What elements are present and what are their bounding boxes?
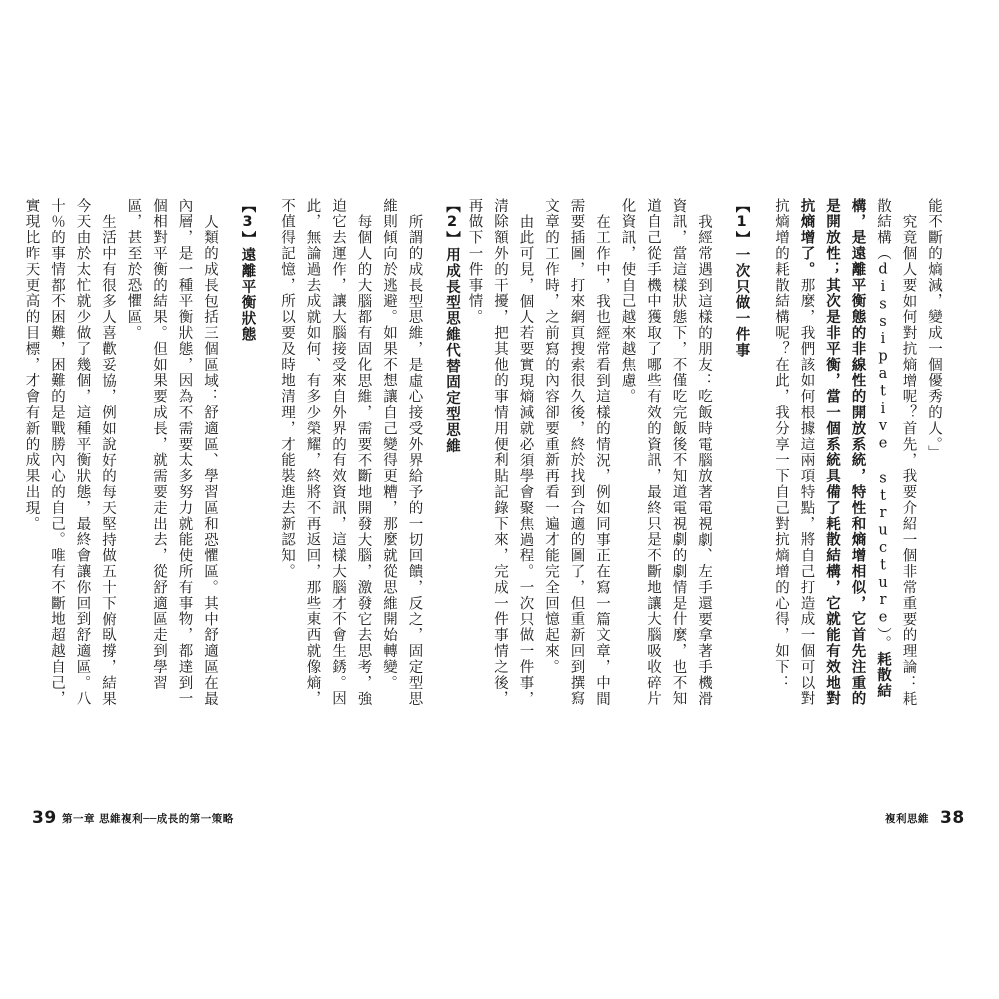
paragraph: 每個人的大腦都有固化思維，需要不斷地開發大腦，激發它去思考，強迫它去運作，讓大腦接受來自外界的有效資訊，這樣大腦才不會生銹。因此，無論過去成就如何、有多少榮耀，終將不再返回，那些東西就像熵，不值得記憶，所以要及時地清理，才能裝進去新認知。 <box>279 198 372 707</box>
paragraph: 生活中有很多人喜歡妥協，例如說好的每天堅持做五十下俯臥撐，結果今天由於太忙就少做了幾個，這種平衡狀態，最終會讓你回到舒適區。八十％的事情都不困難，困難的是戰勝內心的自己。唯有不斷地超越自己，實現比昨天更高的目標，才會有新的成果出現。 <box>23 198 116 707</box>
page-number-right: 38 <box>940 808 965 828</box>
section-heading: 【3】遠離平衡狀態 <box>239 198 256 343</box>
section-heading: 【2】用成長型思維代替固定型思維 <box>444 198 460 454</box>
bold-text-span: 耗散結構，是遠離平衡態的非線性的開放系統，特性和熵增相似，它首先注重的是開放性；其次是非平衡，當一個系統具備了耗散結構，它就能有效地對抗熵增了。 <box>798 198 891 707</box>
page-number-left: 39 <box>32 808 57 828</box>
paragraph: 由此可見，個人若要實現熵減就必須學會聚焦過程。一次只做一件事，清除額外的干擾，把其他的事情用便利貼記錄下來，完成一件事情之後，再做下一件事情。 <box>466 198 534 707</box>
paragraph: 人類的成長包括三個區域：舒適區、學習區和恐懼區。其中舒適區在最內層，是一種平衡狀態，因為不需要太多努力就能使所有事物，都達到一個相對平衡的結果。但如果要成長，就需要走出去，從舒適區走到學習區，甚至於恐懼區。 <box>125 198 218 707</box>
paragraph: 能不斷的熵減，變成一個優秀的人。」 <box>926 198 942 462</box>
right-page-text <box>466 198 946 718</box>
paragraph: 我經常遇到這樣的朋友：吃飯時電腦放著電視劇、左手還要拿著手機滑資訊，當這樣狀態下，不僅吃完飯後不知道電視劇的劇情是什麼，也不知道自己從手機中獲取了哪些有效的資訊，最終只是不斷地讓大腦吸收碎片化資訊，使自己越來越焦慮。 <box>619 198 712 707</box>
paragraph-dissipative <box>768 198 921 718</box>
text-span: 究竟個人要如何對抗熵增呢？首先，我要介紹一個非常重要的理論：耗散結構（dissipative structure）。 <box>875 198 917 707</box>
text-span: 那麼，我們該如何根據這兩項特點，將自己打造成一個可以對抗熵增的耗散結構呢？在此，我分享一下自己對抗熵增的心得，如下： <box>773 198 815 707</box>
section-heading: 【1】一次只做一件事 <box>733 198 750 359</box>
running-head-right: 複利思維 <box>885 813 929 825</box>
paragraph: 在工作中，我也經常看到這樣的情況，例如同事正在寫一篇文章，中間需要插圖，打來網頁搜索很久後，終於找到合適的圖了，但重新回到撰寫文章的工作時，之前寫的內容卻要重新再看一遍才能完全回憶起來。 <box>543 198 610 707</box>
paragraph: 所謂的成長型思維，是虛心接受外界給予的一切回饋，反之，固定型思維則傾向於逃避。如果不想讓自己變得更糟，那麼就從思維開始轉變。 <box>381 198 423 707</box>
running-head-left: 第一章 思維複利──成長的第一策略 <box>62 813 234 825</box>
left-page-text <box>23 198 464 718</box>
